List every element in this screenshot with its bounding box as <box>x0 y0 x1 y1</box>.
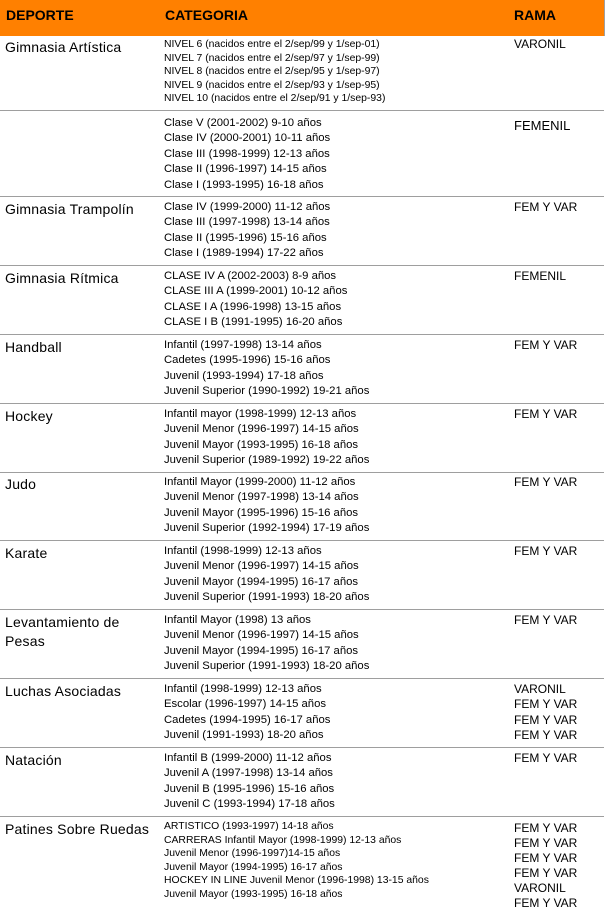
rama-item: VARONIL <box>514 37 566 51</box>
rama-list <box>514 269 566 284</box>
category-list <box>164 751 335 813</box>
category-item: Clase IV (1999-2000) 11-12 años <box>164 201 331 213</box>
sport-name: Gimnasia Artística <box>5 39 122 55</box>
category-list <box>164 269 347 331</box>
table-row <box>0 816 604 916</box>
rama-item: VARONIL <box>514 682 566 696</box>
category-item: Juvenil Superior (1989-1992) 19-22 años <box>164 454 370 467</box>
category-item: Clase V (2001-2002) 9-10 años <box>164 117 322 129</box>
category-item: Infantil (1998-1999) 12-13 años <box>164 683 322 695</box>
category-list <box>164 820 429 902</box>
category-item: Juvenil B (1995-1996) 15-16 años <box>164 782 335 795</box>
rama-list <box>514 407 577 422</box>
category-item: NIVEL 7 (nacidos entre el 2/sep/97 y 1/sep-99) <box>164 52 380 64</box>
category-item: Infantil (1998-1999) 12-13 años <box>164 545 322 557</box>
category-item: CLASE III A (1999-2001) 10-12 años <box>164 285 348 298</box>
rama-item: FEM Y VAR <box>514 613 578 627</box>
category-item: Juvenil (1993-1994) 17-18 años <box>164 369 324 382</box>
sport-name: Judo <box>5 476 37 492</box>
table-row <box>0 334 604 404</box>
sport-name: Luchas Asociadas <box>5 683 122 699</box>
category-item: Juvenil Menor (1996-1997) 14-15 años <box>164 560 359 573</box>
rama-item: FEM Y VAR <box>514 712 578 727</box>
table-row <box>0 678 604 748</box>
category-item: Infantil mayor (1998-1999) 12-13 años <box>164 408 357 420</box>
category-item: Cadetes (1995-1996) 15-16 años <box>164 354 331 367</box>
rama-item: FEM Y VAR <box>514 728 578 743</box>
rama-item: FEM Y VAR <box>514 200 578 214</box>
table-row <box>0 747 604 817</box>
rama-list <box>514 821 577 911</box>
rama-list <box>514 338 577 353</box>
category-item: Juvenil Menor (1996-1997)14-15 años <box>164 848 341 860</box>
category-item: Juvenil Superior (1991-1993) 18-20 años <box>164 660 370 673</box>
rama-list <box>514 118 570 133</box>
rama-list <box>514 613 577 628</box>
category-item: Juvenil Mayor (1993-1995) 16-18 años <box>164 438 359 451</box>
category-item: Juvenil Mayor (1994-1995) 16-17 años <box>164 861 343 873</box>
table-row <box>0 540 604 610</box>
rama-list <box>514 475 577 490</box>
category-list <box>164 613 369 675</box>
rama-item: FEMENIL <box>514 118 571 133</box>
rama-item: FEM Y VAR <box>514 407 578 421</box>
category-item: Juvenil A (1997-1998) 13-14 años <box>164 767 333 780</box>
rama-item: VARONIL <box>514 881 566 895</box>
sport-name: Gimnasia Trampolín <box>5 201 134 217</box>
category-item: Juvenil Superior (1991-1993) 18-20 años <box>164 591 370 604</box>
category-item: ARTISTICO (1993-1997) 14-18 años <box>164 821 334 832</box>
category-item: Infantil (1997-1998) 13-14 años <box>164 339 322 351</box>
category-item: CLASE I B (1991-1995) 16-20 años <box>164 316 343 329</box>
header-deporte: DEPORTE <box>6 7 74 23</box>
table-row <box>0 265 604 335</box>
category-item: NIVEL 8 (nacidos entre el 2/sep/95 y 1/sep-97) <box>164 66 380 78</box>
category-item: Cadetes (1994-1995) 16-17 años <box>164 713 331 726</box>
sport-name: Handball <box>5 339 62 355</box>
table-row <box>0 196 604 266</box>
category-item: Clase I (1989-1994) 17-22 años <box>164 247 324 260</box>
table-row <box>0 609 604 679</box>
category-item: Infantil B (1999-2000) 11-12 años <box>164 752 332 764</box>
category-item: NIVEL 9 (nacidos entre el 2/sep/93 y 1/sep-95) <box>164 79 380 91</box>
category-item: CARRERAS Infantil Mayor (1998-1999) 12-13 años <box>164 834 402 846</box>
category-list <box>164 407 369 469</box>
category-list <box>164 682 330 744</box>
table-row <box>0 472 604 541</box>
category-list <box>164 116 330 193</box>
category-list <box>164 338 369 400</box>
category-list <box>164 475 369 537</box>
category-item: CLASE IV A (2002-2003) 8-9 años <box>164 270 337 282</box>
sport-name: Levantamiento de Pesas <box>5 614 120 649</box>
category-item: Juvenil Menor (1996-1997) 14-15 años <box>164 629 359 642</box>
sport-name: Hockey <box>5 408 53 424</box>
rama-item: FEM Y VAR <box>514 836 578 850</box>
category-item: Clase III (1998-1999) 12-13 años <box>164 147 330 160</box>
category-item: Clase II (1995-1996) 15-16 años <box>164 231 327 244</box>
category-item: NIVEL 6 (nacidos entre el 2/sep/99 y 1/sep-01) <box>164 39 380 50</box>
rama-item: FEM Y VAR <box>514 475 578 489</box>
table-row <box>0 110 604 197</box>
category-item: CLASE I A (1996-1998) 13-15 años <box>164 300 342 313</box>
category-item: Juvenil C (1993-1994) 17-18 años <box>164 798 335 811</box>
category-item: Clase I (1993-1995) 16-18 años <box>164 178 324 191</box>
category-item: Juvenil Mayor (1994-1995) 16-17 años <box>164 575 359 588</box>
table-row <box>0 403 604 473</box>
rama-list <box>514 682 577 744</box>
table-row <box>0 37 604 111</box>
sport-name: Natación <box>5 752 62 768</box>
rama-item: FEM Y VAR <box>514 896 578 910</box>
category-item: Infantil Mayor (1999-2000) 11-12 años <box>164 476 356 488</box>
rama-list <box>514 751 577 766</box>
header-categoria: CATEGORIA <box>165 7 248 23</box>
category-item: Juvenil Mayor (1995-1996) 15-16 años <box>164 506 359 519</box>
category-item: Escolar (1996-1997) 14-15 años <box>164 698 327 711</box>
category-item: Juvenil Superior (1992-1994) 17-19 años <box>164 522 370 535</box>
category-item: Clase III (1997-1998) 13-14 años <box>164 216 330 229</box>
category-item: HOCKEY IN LINE Juvenil Menor (1996-1998) 13-15 años <box>164 875 429 887</box>
rama-item: FEM Y VAR <box>514 338 578 352</box>
category-item: NIVEL 10 (nacidos entre el 2/sep/91 y 1/sep-93) <box>164 93 386 105</box>
category-list <box>164 200 330 262</box>
table-header <box>0 0 605 36</box>
header-rama: RAMA <box>514 7 556 23</box>
category-list <box>164 38 385 106</box>
category-item: Juvenil Mayor (1994-1995) 16-17 años <box>164 644 359 657</box>
rama-item: FEM Y VAR <box>514 751 578 765</box>
category-item: Clase II (1996-1997) 14-15 años <box>164 163 327 176</box>
rama-item: FEMENIL <box>514 269 567 283</box>
sport-name: Karate <box>5 545 48 561</box>
category-item: Juvenil Mayor (1993-1995) 16-18 años <box>164 888 343 900</box>
category-item: Infantil Mayor (1998) 13 años <box>164 614 311 626</box>
rama-item: FEM Y VAR <box>514 851 578 865</box>
category-item: Juvenil (1991-1993) 18-20 años <box>164 729 324 742</box>
rama-item: FEM Y VAR <box>514 821 578 835</box>
rama-list <box>514 544 577 559</box>
rama-list <box>514 200 577 215</box>
category-item: Juvenil Superior (1990-1992) 19-21 años <box>164 385 370 398</box>
category-list <box>164 544 369 606</box>
rama-item: FEM Y VAR <box>514 866 578 880</box>
rama-list <box>514 37 566 52</box>
category-item: Juvenil Menor (1996-1997) 14-15 años <box>164 423 359 436</box>
rama-item: FEM Y VAR <box>514 697 578 712</box>
category-item: Clase IV (2000-2001) 10-11 años <box>164 132 331 145</box>
rama-item: FEM Y VAR <box>514 544 578 558</box>
sport-name: Patines Sobre Ruedas <box>5 821 150 837</box>
category-item: Juvenil Menor (1997-1998) 13-14 años <box>164 491 359 504</box>
sport-name: Gimnasia Rítmica <box>5 270 119 286</box>
